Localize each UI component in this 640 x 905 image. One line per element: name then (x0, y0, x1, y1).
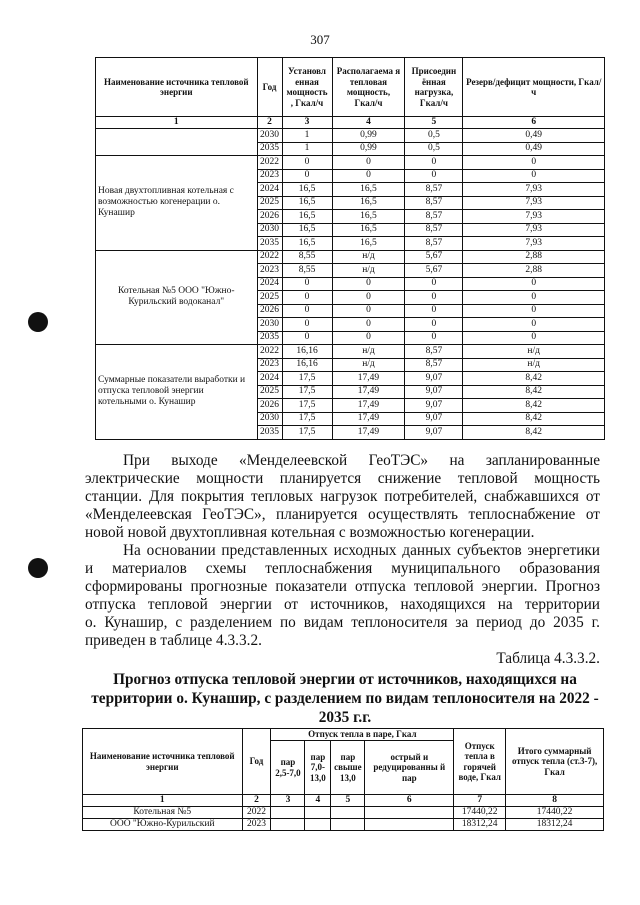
value-cell: 7,93 (463, 183, 605, 197)
value-cell: 0 (332, 331, 405, 345)
paragraph-line: На основании представленных исходных данных субъектов энергетики (123, 542, 600, 559)
header-available-capacity: Располагаема я тепловая мощность, Гкал/ч (332, 58, 405, 117)
value-cell: 0 (405, 291, 463, 305)
year-cell: 2025 (257, 385, 282, 399)
value-cell: 0 (463, 156, 605, 170)
value-cell: 1 (282, 129, 332, 143)
value-cell: 16,16 (282, 345, 332, 359)
value-cell: 8,57 (405, 183, 463, 197)
value-cell: 8,57 (405, 345, 463, 359)
table-title: Прогноз отпуска тепловой энергии от источников, находящихся на территории о. Кунашир, с разделением по видам теплоносителя на 2022 - 2035 г.г. (91, 671, 599, 726)
value-cell: 0 (332, 304, 405, 318)
source-name-cell: Котельная №5 ООО "Южно-Курильский водоканал" (96, 250, 258, 345)
year-cell: 2026 (257, 399, 282, 413)
value-cell: 0 (282, 169, 332, 183)
value-cell: н/д (463, 358, 605, 372)
value-cell: н/д (463, 345, 605, 359)
source-name-cell: Суммарные показатели выработки и отпуска тепловой энергии котельными о. Кунашир (96, 345, 258, 440)
source-name-cell: ООО "Южно-Курильский (83, 819, 243, 831)
header-source-name: Наименование источника тепловой энергии (83, 729, 243, 795)
value-cell: 0 (332, 156, 405, 170)
value-cell (331, 807, 365, 819)
value-cell: 0,49 (463, 142, 605, 156)
value-cell: 2,88 (463, 250, 605, 264)
value-cell: 0 (282, 277, 332, 291)
value-cell: 8,57 (405, 196, 463, 210)
value-cell: 17,49 (332, 412, 405, 426)
value-cell: 17,5 (282, 385, 332, 399)
value-cell: 0 (282, 318, 332, 332)
value-cell: 17440,22 (454, 807, 506, 819)
value-cell: 16,5 (282, 237, 332, 251)
column-number: 4 (305, 795, 331, 807)
year-cell: 2030 (257, 412, 282, 426)
source-name-cell: Котельная №5 (83, 807, 243, 819)
column-number: 1 (83, 795, 243, 807)
column-number: 2 (257, 117, 282, 129)
paragraph-line: «Менделеевская ГеоТЭС», планируется осуществлять теплоснабжение от (85, 506, 600, 524)
value-cell: 7,93 (463, 223, 605, 237)
table-row (96, 250, 605, 264)
year-cell: 2026 (257, 304, 282, 318)
column-number-row (83, 795, 604, 807)
table-row (96, 129, 605, 143)
header-steam-over-13: пар свыше 13,0 (331, 741, 365, 795)
value-cell: 16,5 (332, 237, 405, 251)
column-number: 5 (331, 795, 365, 807)
year-cell: 2023 (257, 358, 282, 372)
year-cell: 2024 (257, 277, 282, 291)
value-cell: 16,5 (332, 210, 405, 224)
year-cell: 2035 (257, 142, 282, 156)
header-reserve-deficit: Резерв/дефицит мощности, Гкал/ч (463, 58, 605, 117)
value-cell: 8,57 (405, 223, 463, 237)
column-number: 8 (506, 795, 604, 807)
column-number: 1 (96, 117, 258, 129)
value-cell: 0 (332, 169, 405, 183)
table-row (96, 345, 605, 359)
value-cell: 0 (463, 304, 605, 318)
paragraph-line: При выходе «Менделеевской ГеоТЭС» на запланированные (123, 452, 600, 469)
value-cell: 9,07 (405, 372, 463, 386)
value-cell: 8,55 (282, 250, 332, 264)
header-steam-group: Отпуск тепла в паре, Гкал (271, 729, 454, 741)
paragraph-line: о. Кунашир, с разделением по видам теплоносителя за период до 2035 г. (85, 614, 600, 632)
year-cell: 2030 (257, 129, 282, 143)
source-name-cell (96, 129, 258, 156)
value-cell: 7,93 (463, 196, 605, 210)
year-cell: 2030 (257, 223, 282, 237)
value-cell: н/д (332, 264, 405, 278)
value-cell: 0 (332, 318, 405, 332)
value-cell: н/д (332, 250, 405, 264)
value-cell: 17,5 (282, 372, 332, 386)
value-cell: 18312,24 (506, 819, 604, 831)
value-cell: 9,07 (405, 399, 463, 413)
value-cell: 0 (332, 277, 405, 291)
table-caption: Таблица 4.3.3.2. (496, 650, 600, 667)
paragraph-geotes (85, 452, 600, 542)
column-number-row (96, 117, 605, 129)
value-cell: 0 (282, 304, 332, 318)
value-cell: 8,57 (405, 210, 463, 224)
value-cell: 8,42 (463, 372, 605, 386)
paragraph-line: новой новой двухтопливная котельная с возможностью когенерации. (85, 524, 535, 542)
header-steam-2-5-7: пар 2,5-7,0 (271, 741, 305, 795)
paragraph-line: электрические мощности планируется снижение тепловой мощность (85, 470, 600, 488)
source-name-cell: Новая двухтопливная котельная с возможностью когенерации о. Кунашир (96, 156, 258, 251)
value-cell: 0 (463, 331, 605, 345)
year-cell: 2035 (257, 331, 282, 345)
value-cell: 5,67 (405, 264, 463, 278)
value-cell: 0 (405, 318, 463, 332)
value-cell: 16,5 (282, 183, 332, 197)
page-number: 307 (310, 32, 330, 47)
paragraph-line: сформированы прогнозные показатели отпуска тепловой энергии. Прогноз (85, 578, 600, 596)
column-number: 5 (405, 117, 463, 129)
value-cell: 16,5 (332, 223, 405, 237)
table-row (96, 156, 605, 170)
value-cell: 8,42 (463, 412, 605, 426)
column-number: 4 (332, 117, 405, 129)
value-cell: 0 (332, 291, 405, 305)
value-cell (365, 807, 454, 819)
capacity-table (95, 57, 605, 440)
value-cell: 16,5 (282, 223, 332, 237)
year-cell: 2035 (257, 426, 282, 440)
value-cell: 0 (282, 156, 332, 170)
paragraph-line: отпуска тепловой энергии от источников, находящихся на территории (85, 596, 600, 614)
value-cell: 0,5 (405, 129, 463, 143)
value-cell: 16,5 (282, 196, 332, 210)
value-cell: 0 (405, 169, 463, 183)
value-cell: 17,49 (332, 426, 405, 440)
value-cell: 0,49 (463, 129, 605, 143)
header-source-name: Наименование источника тепловой энергии (96, 58, 258, 117)
value-cell: 18312,24 (454, 819, 506, 831)
value-cell: н/д (332, 345, 405, 359)
year-cell: 2024 (257, 183, 282, 197)
year-cell: 2026 (257, 210, 282, 224)
value-cell: 17440,22 (506, 807, 604, 819)
value-cell: 0 (405, 304, 463, 318)
paragraph-line: приведен в таблице 4.3.3.2. (85, 632, 262, 650)
year-cell: 2035 (257, 237, 282, 251)
value-cell: 16,5 (282, 210, 332, 224)
value-cell (305, 807, 331, 819)
value-cell: 9,07 (405, 412, 463, 426)
value-cell: 0 (405, 331, 463, 345)
column-number: 7 (454, 795, 506, 807)
value-cell: 0 (463, 318, 605, 332)
year-cell: 2023 (242, 819, 271, 831)
column-number: 3 (282, 117, 332, 129)
header-hot-water: Отпуск тепла в горячей воде, Гкал (454, 729, 506, 795)
value-cell: 8,42 (463, 399, 605, 413)
table-row (83, 819, 604, 831)
value-cell: 16,5 (332, 183, 405, 197)
year-cell: 2030 (257, 318, 282, 332)
value-cell: 9,07 (405, 426, 463, 440)
paragraph-line: и материалов схемы теплоснабжения муниципального образования (85, 560, 600, 578)
header-year: Год (242, 729, 271, 795)
value-cell: 0,5 (405, 142, 463, 156)
value-cell: 8,57 (405, 358, 463, 372)
value-cell: 7,93 (463, 210, 605, 224)
year-cell: 2022 (257, 250, 282, 264)
header-year: Год (257, 58, 282, 117)
value-cell: 16,5 (332, 196, 405, 210)
value-cell: 17,49 (332, 385, 405, 399)
value-cell (305, 819, 331, 831)
value-cell (271, 819, 305, 831)
value-cell: 1 (282, 142, 332, 156)
value-cell: 0 (463, 169, 605, 183)
year-cell: 2022 (257, 156, 282, 170)
year-cell: 2022 (257, 345, 282, 359)
value-cell: 0 (463, 291, 605, 305)
year-cell: 2025 (257, 291, 282, 305)
value-cell (271, 807, 305, 819)
value-cell: 0,99 (332, 129, 405, 143)
value-cell: 17,5 (282, 426, 332, 440)
column-number: 2 (242, 795, 271, 807)
column-number: 6 (365, 795, 454, 807)
paragraph-line: станции. Для покрытия тепловых нагрузок потребителей, снабжавшихся от (85, 488, 600, 506)
value-cell: 16,16 (282, 358, 332, 372)
header-connected-load: Присоедин ённая нагрузка, Гкал/ч (405, 58, 463, 117)
year-cell: 2024 (257, 372, 282, 386)
value-cell: 8,42 (463, 426, 605, 440)
binder-hole-mark (28, 312, 48, 332)
value-cell: 8,42 (463, 385, 605, 399)
year-cell: 2022 (242, 807, 271, 819)
value-cell: 0 (405, 156, 463, 170)
value-cell: 8,57 (405, 237, 463, 251)
column-number: 6 (463, 117, 605, 129)
header-total: Итого суммарный отпуск тепла (ст.3-7), Гкал (506, 729, 604, 795)
value-cell: 17,49 (332, 399, 405, 413)
value-cell: 0 (463, 277, 605, 291)
header-steam-7-13: пар 7,0- 13,0 (305, 741, 331, 795)
binder-hole-mark (28, 558, 48, 578)
heat-supply-forecast-table (82, 728, 604, 831)
value-cell: 0 (405, 277, 463, 291)
value-cell: 17,5 (282, 399, 332, 413)
paragraph-forecast-basis (85, 542, 600, 651)
value-cell: 0,99 (332, 142, 405, 156)
value-cell: 5,67 (405, 250, 463, 264)
value-cell: 7,93 (463, 237, 605, 251)
column-number: 3 (271, 795, 305, 807)
year-cell: 2025 (257, 196, 282, 210)
value-cell: 2,88 (463, 264, 605, 278)
year-cell: 2023 (257, 264, 282, 278)
value-cell: 17,5 (282, 412, 332, 426)
year-cell: 2023 (257, 169, 282, 183)
value-cell (331, 819, 365, 831)
header-sharp-steam: острый и редуцированны й пар (365, 741, 454, 795)
value-cell: 9,07 (405, 385, 463, 399)
value-cell: 17,49 (332, 372, 405, 386)
value-cell (365, 819, 454, 831)
value-cell: 8,55 (282, 264, 332, 278)
value-cell: 0 (282, 331, 332, 345)
table-row (83, 807, 604, 819)
value-cell: 0 (282, 291, 332, 305)
value-cell: н/д (332, 358, 405, 372)
header-installed-capacity: Установл енная мощность , Гкал/ч (282, 58, 332, 117)
